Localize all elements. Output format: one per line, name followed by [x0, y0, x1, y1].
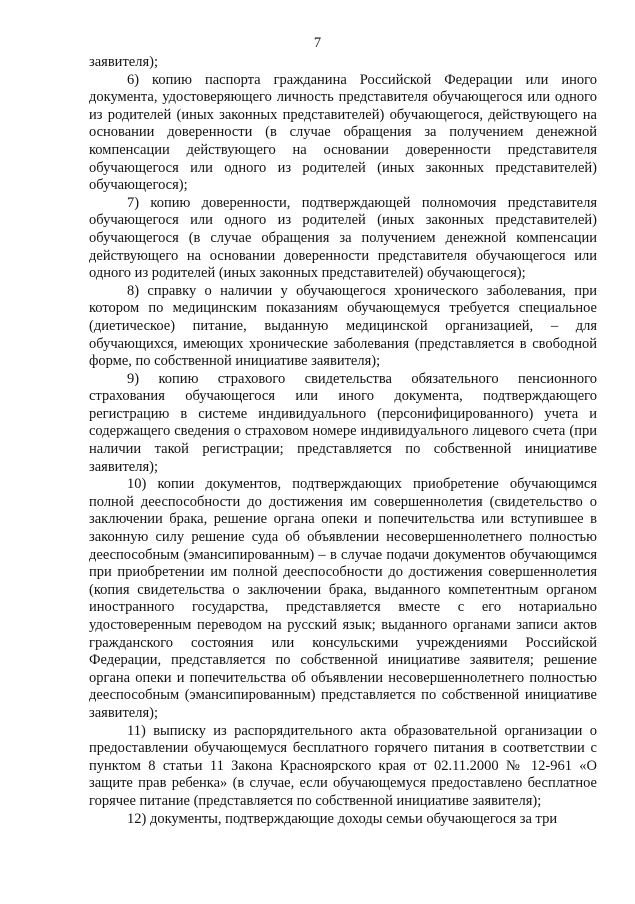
- paragraph-continuation: заявителя);: [89, 54, 158, 70]
- paragraph-item-11: 11) выписку из распорядительного акта образовательной организации о предоставлении обучающемуся бесплатного горячего питания в соответствии с пунктом 8 статьи 11 Закона Красноярского края от 02.11.2000 № 12-961 «О защите прав ребенка» (в случае, если обучающемуся предоставлено бесплатное горячее питание (представляется по собственной инициативе заявителя);: [89, 722, 597, 809]
- paragraph-item-9: 9) копию страхового свидетельства обязательного пенсионного страхования обучающегося или иного документа, подтверждающего регистрацию в системе индивидуального (персонифицированного) учета и содержащего сведения о страховом номере индивидуального лицевого счета (при наличии такой регистрации; представляется по собственной инициативе заявителя);: [89, 370, 597, 475]
- paragraph-item-8: 8) справку о наличии у обучающегося хронического заболевания, при котором по медицинским показаниям обучающемуся требуется специальное (диетическое) питание, выданную медицинской организацией, – для обучающихся, имеющих хронические заболевания (представляется в свободной форме, по собственной инициативе заявителя);: [89, 282, 597, 370]
- paragraph-item-6: 6) копию паспорта гражданина Российской Федерации или иного документа, удостоверяющего личность представителя обучающегося или одного из родителей (иных законных представителей) обучающегося, действующего на основании доверенности (в случае обращения за получением денежной компенсации действующего на основании доверенности представителя обучающегося или одного из родителей (иных законных представителей) обучающегося);: [89, 71, 597, 194]
- paragraph-item-10: 10) копии документов, подтверждающих приобретение обучающимся полной дееспособности до достижения им совершеннолетия (свидетельство о заключении брака, решение органа опеки и попечительства или вступившее в законную силу решение суда об объявлении несовершеннолетнего полностью дееспособным (эмансипированным) – в случае подачи документов обучающимся при приобретении им полной дееспособности до достижения совершеннолетия (копия свидетельства о заключении брака, выданного компетентным органом иностранного государства, представляется вместе с его нотариально удостоверенным переводом на русский язык; выданного органами записи актов гражданского состояния или консульскими учреждениями Российской Федерации, представляется по собственной инициативе заявителя; решение органа опеки и попечительства об объявлении несовершеннолетнего полностью дееспособным (эмансипированным) представляется по собственной инициативе заявителя);: [89, 476, 597, 721]
- document-body: [89, 54, 597, 828]
- paragraph-item-12: 12) документы, подтверждающие доходы семьи обучающегося за три: [127, 810, 558, 827]
- paragraph-item-7: 7) копию доверенности, подтверждающей полномочия представителя обучающегося или одного из родителей (иных законных представителей) обучающегося (в случае обращения за получением денежной компенсации действующего на основании доверенности представителя обучающегося или одного из родителей (иных законных представителей) обучающегося);: [89, 194, 597, 282]
- page-number: 7: [313, 35, 322, 51]
